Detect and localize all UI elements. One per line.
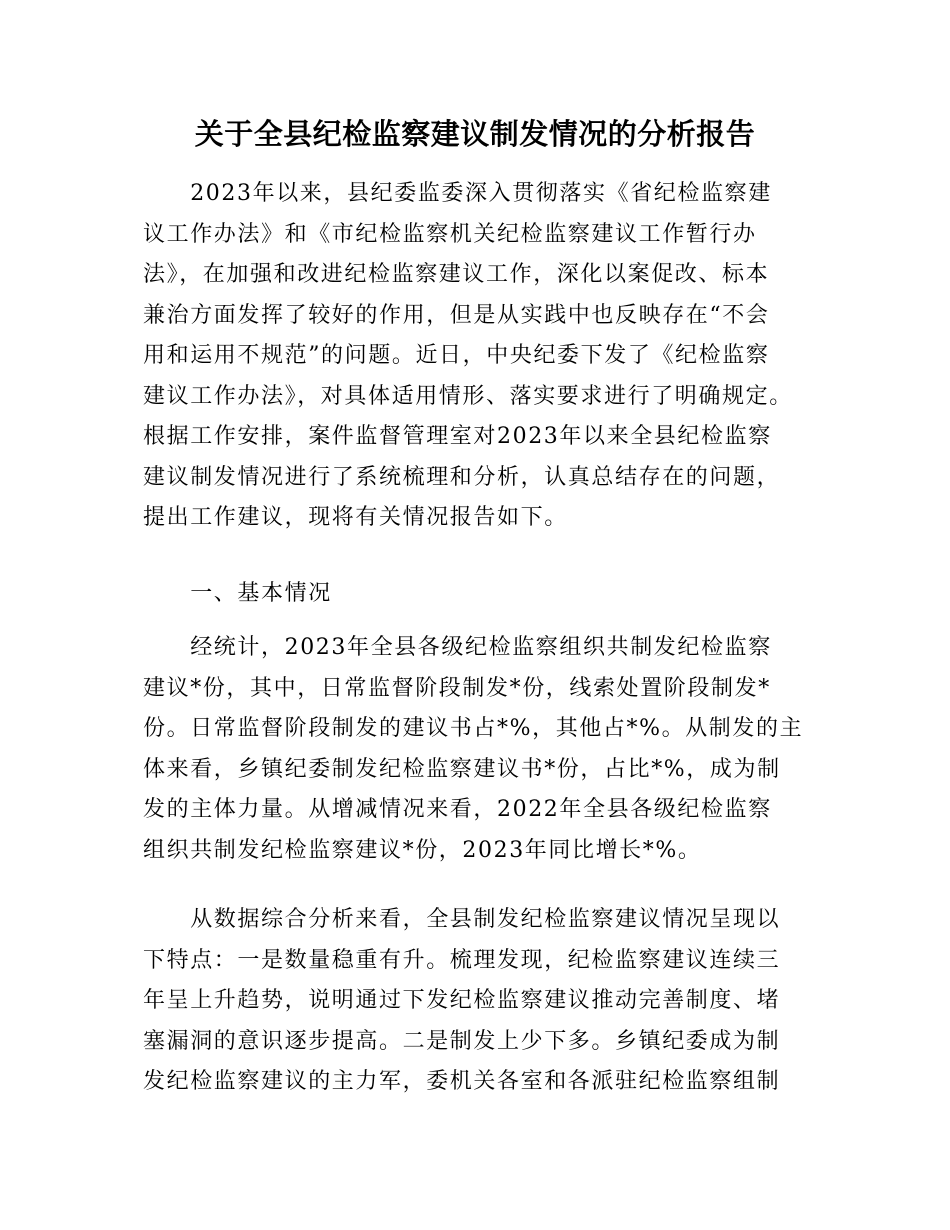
paragraph-line: 议工作办法》和《市纪检监察机关纪检监察建议工作暂行办 <box>143 221 757 247</box>
paragraph-line: 建议制发情况进行了系统梳理和分析，认真总结存在的问题， <box>143 464 781 490</box>
paragraph-line: 经统计，2023年全县各级纪检监察组织共制发纪检监察 <box>143 635 772 660</box>
paragraph-line: 建议*份，其中，日常监督阶段制发*份，线索处置阶段制发* <box>143 675 771 701</box>
paragraph-line: 用和运用不规范”的问题。近日，中央纪委下发了《纪检监察 <box>143 343 770 368</box>
paragraph-line: 体来看，乡镇纪委制发纪检监察建议书*份，占比*%，成为制 <box>143 756 781 782</box>
paragraph-line: 从数据综合分析来看，全县制发纪检监察建议情况呈现以 <box>143 907 781 932</box>
paragraph-line: 法》，在加强和改进纪检监察建议工作，深化以案促改、标本 <box>143 262 770 287</box>
paragraph-analysis <box>143 900 811 1103</box>
paragraph-line: 年呈上升趋势，说明通过下发纪检监察建议推动完善制度、堵 <box>143 988 781 1013</box>
paragraph-line: 组织共制发纪检监察建议*份，2023年同比增长*%。 <box>143 837 702 863</box>
paragraph-line: 塞漏洞的意识逐步提高。二是制发上少下多。乡镇纪委成为制 <box>143 1028 781 1054</box>
paragraph-line: 兼治方面发挥了较好的作用，但是从实践中也反映存在“不会 <box>143 302 770 328</box>
paragraph-line: 建议工作办法》，对具体适用情形、落实要求进行了明确规定。 <box>143 383 793 409</box>
section-heading-text: 一、基本情况 <box>143 581 332 606</box>
paragraph-line: 提出工作建议，现将有关情况报告如下。 <box>143 505 568 530</box>
section-heading-basic-situation <box>143 574 811 615</box>
paragraph-line: 2023年以来，县纪委监委深入贯彻落实《省纪检监察建 <box>143 181 772 206</box>
paragraph-line: 根据工作安排，案件监督管理室对2023年以来全县纪检监察 <box>143 424 772 449</box>
paragraph-introduction <box>143 174 811 539</box>
document-title: 关于全县纪检监察建议制发情况的分析报告 <box>194 117 756 151</box>
paragraph-statistics <box>143 628 811 871</box>
paragraph-line: 发的主体力量。从增减情况来看，2022年全县各级纪检监察 <box>143 797 772 822</box>
paragraph-line: 份。日常监督阶段制发的建议书占*%，其他占*%。从制发的主 <box>143 716 804 741</box>
paragraph-line: 下特点：一是数量稳重有升。梳理发现，纪检监察建议连续三 <box>143 947 781 973</box>
paragraph-line: 发纪检监察建议的主力军，委机关各室和各派驻纪检监察组制 <box>143 1069 781 1094</box>
